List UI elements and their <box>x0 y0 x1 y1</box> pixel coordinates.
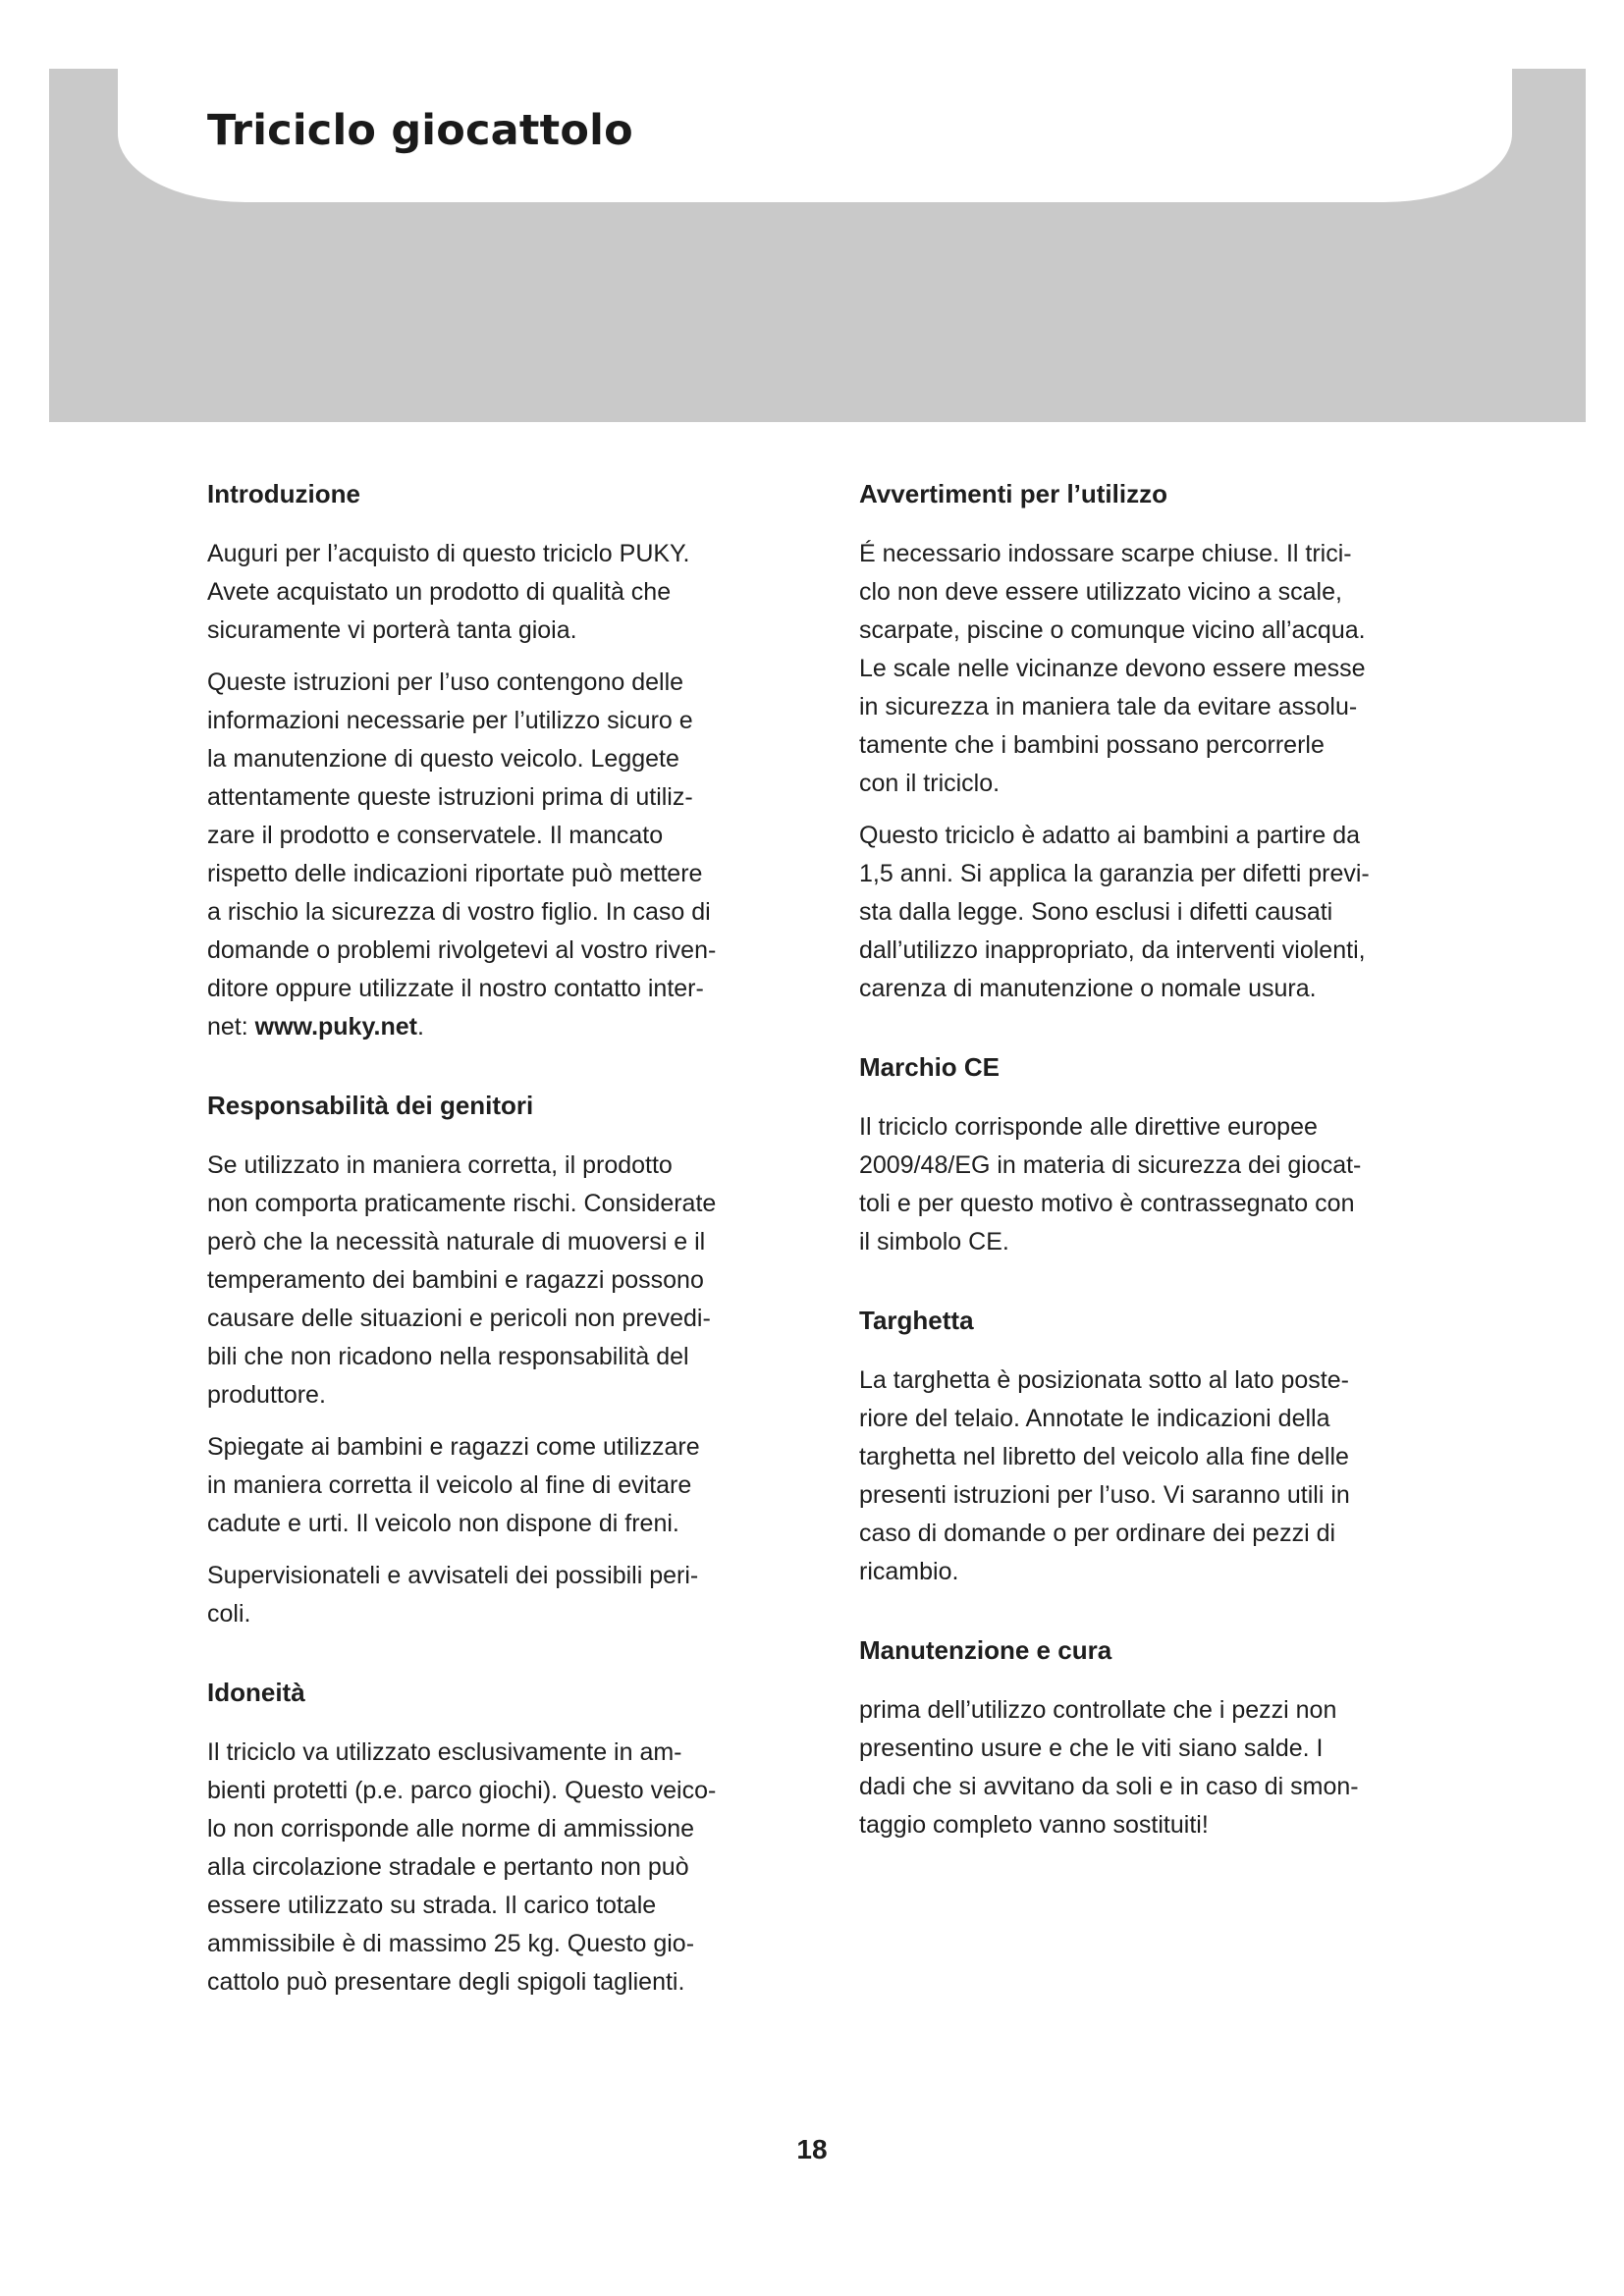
section-manutenzione <box>859 1632 1453 1844</box>
website-link[interactable]: www.puky.net <box>254 1013 417 1041</box>
intro-paragraph-2-text: Queste istruzioni per l’uso contengono delle informazioni necessarie per l’utilizzo sicuro e la manutenzione di questo veicolo. Leggete attentamente queste istruzioni prima di utiliz- zare il prodotto e conservatele. Il mancato rispetto delle indicazioni riportate può mettere a rischio la sicurezza di vostro figlio. In caso di domande o problemi rivolgetevi al vostro riven- ditore oppure utilizzate il nostro contatto inter- net: <box>207 668 717 1041</box>
heading-targhetta: Targhetta <box>859 1306 974 1335</box>
heading-manutenzione: Manutenzione e cura <box>859 1635 1112 1665</box>
heading-responsabilita: Responsabilità dei genitori <box>207 1091 534 1120</box>
warnings-paragraph-2: Questo triciclo è adatto ai bambini a partire da 1,5 anni. Si applica la garanzia per difetti previ- sta dalla legge. Sono esclusi i difetti causati dall’utilizzo inappropriato, da interventi violenti, carenza di manutenzione o nomale usura. <box>859 822 1370 1002</box>
responsibility-paragraph-1: Se utilizzato in maniera corretta, il prodotto non comporta praticamente rischi. Considerate però che la necessità naturale di muoversi e il temperamento dei bambini e ragazzi possono causare delle situazioni e pericoli non prevedi- bili che non ricadono nella responsabilità del produttore. <box>207 1151 717 1409</box>
heading-idoneita: Idoneità <box>207 1678 305 1707</box>
warnings-paragraph-1: É necessario indossare scarpe chiuse. Il trici- clo non deve essere utilizzato vicino a scale, scarpate, piscine o comunque vicino all’acqua. Le scale nelle vicinanze devono essere messe in sicurezza in maniera tale da evitare assolu- tamente che i bambini possano percorrerle con il triciclo. <box>859 540 1366 797</box>
label-plate-paragraph-1: La targhetta è posizionata sotto al lato poste- riore del telaio. Annotate le indicazioni della targhetta nel libretto del veicolo alla fine delle presenti istruzioni per l’uso. Vi saranno utili in caso di domande o per ordinare dei pezzi di ricambio. <box>859 1366 1350 1585</box>
page-title: Triciclo giocattolo <box>207 106 633 155</box>
section-idoneita <box>207 1675 801 2002</box>
ce-paragraph-1: Il triciclo corrisponde alle direttive europee 2009/48/EG in materia di sicurezza dei giocat- toli e per questo motivo è contrassegnato con il simbolo CE. <box>859 1113 1362 1255</box>
heading-introduzione: Introduzione <box>207 479 360 508</box>
section-responsabilita <box>207 1088 801 1633</box>
right-column <box>859 476 1453 1858</box>
maintenance-paragraph-1: prima dell’utilizzo controllate che i pezzi non presentino usure e che le viti siano salde. I dadi che si avvitano da soli e in caso di smon- taggio completo vanno sostituiti! <box>859 1696 1359 1839</box>
responsibility-paragraph-2: Spiegate ai bambini e ragazzi come utilizzare in maniera corretta il veicolo al fine di evitare cadute e urti. Il veicolo non dispone di freni. <box>207 1433 700 1537</box>
section-avvertimenti <box>859 476 1453 1008</box>
intro-paragraph-2 <box>207 664 801 1046</box>
section-introduzione <box>207 476 801 1046</box>
section-marchio-ce <box>859 1049 1453 1261</box>
suitability-paragraph-1: Il triciclo va utilizzato esclusivamente in am- bienti protetti (p.e. parco giochi). Questo veico- lo non corrisponde alle norme di ammissione alla circolazione stradale e pertanto non può essere utilizzato su strada. Il carico totale ammissibile è di massimo 25 kg. Questo gio- cattolo può presentare degli spigoli taglienti. <box>207 1738 717 1996</box>
heading-marchio-ce: Marchio CE <box>859 1052 1001 1082</box>
section-targhetta <box>859 1303 1453 1591</box>
left-column <box>207 476 801 2015</box>
responsibility-paragraph-3: Supervisionateli e avvisateli dei possibili peri- coli. <box>207 1562 699 1628</box>
heading-avvertimenti: Avvertimenti per l’utilizzo <box>859 479 1167 508</box>
page-number: 18 <box>796 2134 828 2164</box>
intro-paragraph-1: Auguri per l’acquisto di questo triciclo PUKY. Avete acquistato un prodotto di qualità che sicuramente vi porterà tanta gioia. <box>207 540 690 644</box>
intro-paragraph-2-end: . <box>416 1013 424 1041</box>
